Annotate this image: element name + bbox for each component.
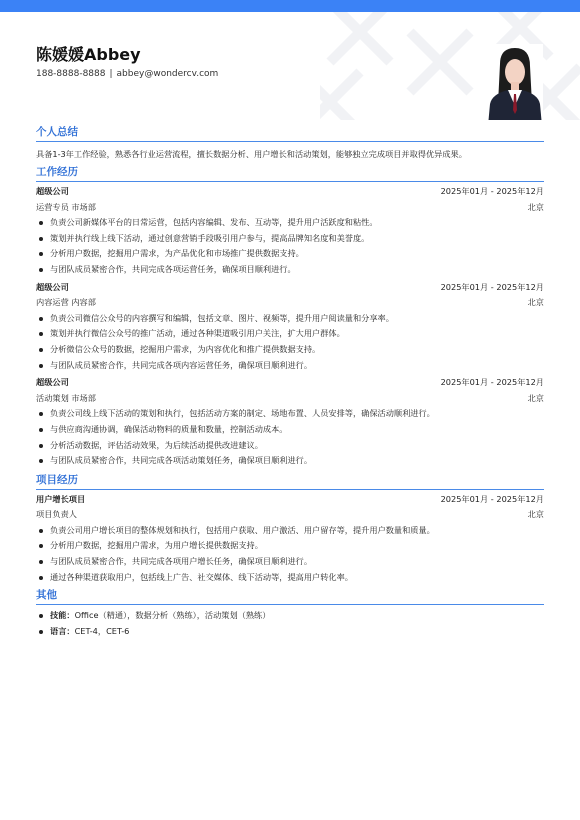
project-bullets: [36, 523, 544, 585]
other-item: [36, 624, 544, 640]
work-entry: [36, 184, 544, 278]
work-date: 2025年01月 - 2025年12月: [440, 186, 544, 196]
work-bullet: 分析活动数据，评估活动效果，为后续活动提供改进建议。: [36, 438, 544, 454]
work-header-row: [36, 280, 544, 296]
project-entry: [36, 492, 544, 586]
project-bullet: 分析用户数据，挖掘用户需求，为用户增长提供数据支持。: [36, 538, 544, 554]
project-bullet: 通过各种渠道获取用户，包括线上广告、社交媒体、线下活动等，提高用户转化率。: [36, 570, 544, 586]
phone-number: 188-8888-8888: [36, 69, 106, 79]
top-accent-bar: [0, 0, 580, 12]
work-bullet: 策划并执行线上线下活动，通过创意营销手段吸引用户参与，提高品牌知名度和美誉度。: [36, 231, 544, 247]
work-bullet: 与团队成员紧密合作，共同完成各项运营任务，确保项目顺利进行。: [36, 262, 544, 278]
section-title-projects: 项目经历: [36, 473, 544, 490]
project-name: 用户增长项目: [36, 493, 86, 504]
work-bullet: 与团队成员紧密合作，共同完成各项内容运营任务，确保项目顺利进行。: [36, 358, 544, 374]
work-header-row: [36, 184, 544, 200]
project-role: 项目负责人: [36, 509, 77, 520]
contact-line: [36, 69, 218, 79]
work-bullets: [36, 311, 544, 373]
work-name: 超级公司: [36, 186, 69, 196]
contact-separator: |: [109, 69, 113, 79]
work-date: 2025年01月 - 2025年12月: [440, 377, 544, 388]
work-date: 2025年01月 - 2025年12月: [440, 281, 544, 292]
work-role: 内容运营 内容部: [36, 297, 96, 308]
candidate-name: 陈媛媛Abbey: [36, 45, 141, 64]
other-item: [36, 608, 544, 624]
work-bullet: 负责公司新媒体平台的日常运营，包括内容编辑、发布、互动等，提升用户活跃度和粘性。: [36, 215, 544, 231]
work-bullet: 分析用户数据，挖掘用户需求，为产品优化和市场推广提供数据支持。: [36, 246, 544, 262]
work-name: 超级公司: [36, 281, 69, 292]
work-city: 北京: [527, 201, 544, 212]
email-address: abbey@wondercv.com: [116, 69, 219, 79]
section-title-summary: 个人总结: [36, 125, 544, 142]
work-role: 活动策划 市场部: [36, 392, 96, 403]
project-date: 2025年01月 - 2025年12月: [440, 493, 544, 504]
project-list: [36, 492, 544, 586]
work-bullets: [36, 215, 544, 277]
work-bullet: 分析微信公众号的数据，挖掘用户需求，为内容优化和推广提供数据支持。: [36, 342, 544, 358]
other-item-key: 语言：: [50, 625, 75, 636]
work-entry: [36, 280, 544, 374]
project-bullet: 与团队成员紧密合作，共同完成各项用户增长任务，确保项目顺利进行。: [36, 554, 544, 570]
section-title-other: 其他: [36, 588, 544, 605]
work-role-row: [36, 391, 544, 407]
summary-text: 具备1-3年工作经验，熟悉各行业运营流程，擅长数据分析、用户增长和活动策划，能够独立完成项目并取得优异成果。: [36, 149, 467, 159]
project-header-row: [36, 492, 544, 508]
work-list: [36, 184, 544, 469]
work-entry: [36, 375, 544, 469]
project-role-row: [36, 507, 544, 523]
work-role-row: [36, 200, 544, 216]
work-bullet: 负责公司微信公众号的内容撰写和编辑，包括文章、图片、视频等，提升用户阅读量和分享率。: [36, 311, 544, 327]
section-title-work: 工作经历: [36, 165, 544, 182]
work-bullet: 与供应商沟通协调，确保活动物料的质量和数量，控制活动成本。: [36, 422, 544, 438]
profile-photo: [486, 44, 543, 120]
work-bullet: 策划并执行微信公众号的推广活动，通过各种渠道吸引用户关注，扩大用户群体。: [36, 326, 544, 342]
work-role-row: [36, 295, 544, 311]
resume-body: [36, 122, 544, 639]
project-bullet: 负责公司用户增长项目的整体规划和执行，包括用户获取、用户激活、用户留存等，提升用户数量和质量。: [36, 523, 544, 539]
other-item-value: Office（精通），数据分析（熟练），活动策划（熟练）: [74, 610, 271, 621]
other-item-key: 技能：: [50, 610, 75, 621]
other-item-value: CET-4，CET-6: [74, 625, 130, 636]
work-bullets: [36, 406, 544, 468]
work-name: 超级公司: [36, 377, 69, 388]
other-list: [36, 608, 544, 639]
work-city: 北京: [527, 392, 544, 403]
work-role: 运营专员 市场部: [36, 201, 96, 212]
work-city: 北京: [527, 297, 544, 308]
work-header-row: [36, 375, 544, 391]
work-bullet: 负责公司线上线下活动的策划和执行，包括活动方案的制定、场地布置、人员安排等，确保活动顺利进行。: [36, 406, 544, 422]
resume-header: [0, 12, 580, 120]
project-city: 北京: [527, 509, 544, 520]
work-bullet: 与团队成员紧密合作，共同完成各项活动策划任务，确保项目顺利进行。: [36, 453, 544, 469]
